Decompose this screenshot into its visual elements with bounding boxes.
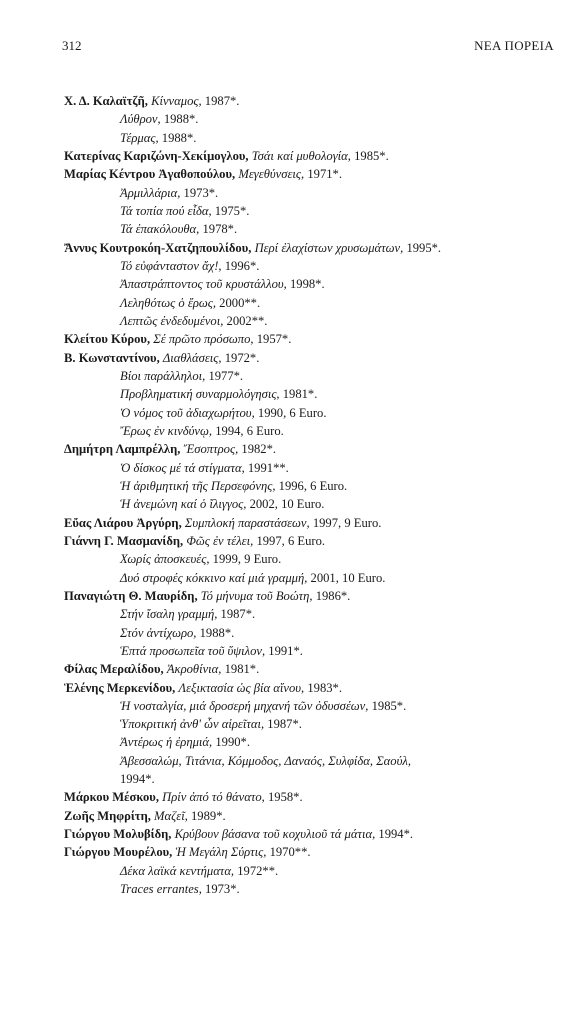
publication-detail: 1987*.	[204, 94, 240, 108]
publication-detail: 1986*.	[315, 588, 351, 603]
work-entry	[0, 257, 585, 275]
publication-detail: 1997, 9 Euro.	[312, 515, 382, 530]
publication-detail: 1996*.	[224, 258, 260, 273]
work-title: Χωρίς ἀποσκευές,	[120, 552, 210, 567]
work-entry	[0, 202, 585, 220]
work-title: Ὁ δίσκος μέ τά στίγματα,	[120, 460, 245, 475]
publication-detail: 1971*.	[307, 167, 342, 182]
work-title: Τά ἐπακόλουθα,	[120, 222, 200, 237]
work-entry	[0, 110, 585, 128]
work-title: Δυό στροφές κόκκινο καί μιά γραμμή,	[120, 570, 308, 585]
publication-detail: 1988*.	[161, 130, 197, 145]
work-entry	[0, 733, 585, 751]
publication-detail: 1978*.	[202, 222, 238, 237]
author-name: Ἄννυς Κουτροκόη-Χατζηπουλίδου,	[64, 240, 252, 255]
work-title: Ὑποκριτική ἀνθ' ὧν αἱρεῖται,	[120, 717, 265, 732]
publication-detail: 1990*.	[215, 735, 250, 750]
work-title: Βίοι παράλληλοι,	[120, 368, 206, 383]
work-entry	[0, 404, 585, 422]
work-title: Λεπτῶς ἐνδεδυμένοι,	[120, 313, 224, 328]
work-entry	[0, 129, 585, 147]
author-name: Γιώργου Μουρέλου,	[64, 845, 173, 860]
publication-detail: 1991**.	[247, 460, 289, 475]
author-name: Μάρκου Μέσκου,	[64, 790, 159, 805]
work-title: Traces errantes,	[120, 882, 202, 897]
publication-detail: 1981*.	[282, 387, 318, 402]
publication-detail: 2002, 10 Euro.	[249, 497, 325, 512]
author-name: Γιάννη Γ. Μασμανίδη,	[64, 533, 184, 548]
publication-detail: 1985*.	[371, 698, 407, 713]
page-header	[0, 38, 585, 58]
publication-detail: 1987*.	[220, 607, 256, 622]
author-name: Κλείτου Κύρου,	[64, 332, 151, 347]
work-entry	[0, 770, 585, 788]
work-entry	[0, 697, 585, 715]
work-title: Φῶς ἐν τέλει,	[186, 533, 254, 548]
work-title: Στόν ἀντίχωρο,	[120, 625, 197, 640]
publication-detail: 1994*.	[120, 772, 155, 787]
work-title: Μεγεθύνσεις,	[238, 167, 305, 182]
work-title: Ἔσοπτρος,	[183, 442, 239, 457]
publication-detail: 1985*.	[354, 148, 389, 163]
publication-detail: 1958*.	[267, 790, 303, 805]
work-entry	[0, 385, 585, 403]
work-title: Κίνναμος,	[151, 94, 202, 108]
work-entry	[0, 862, 585, 880]
publication-detail: 1973*.	[183, 185, 219, 200]
work-entry	[0, 294, 585, 312]
work-entry	[0, 550, 585, 568]
publication-detail: 1999, 9 Euro.	[212, 552, 282, 567]
work-entry	[0, 220, 585, 238]
work-entry	[0, 880, 585, 898]
author-entry	[0, 239, 585, 257]
work-entry	[0, 715, 585, 733]
work-title: Μαζεῖ,	[154, 808, 188, 823]
author-entry	[0, 788, 585, 806]
publication-detail: 1996, 6 Euro.	[278, 478, 348, 493]
work-title: Ἀπαστράπτοντος τοῦ κρυστάλλου,	[120, 277, 287, 292]
work-title: Ἔρως ἐν κινδύνῳ,	[120, 423, 213, 438]
work-entry	[0, 459, 585, 477]
author-name: Κατερίνας Καριζώνη-Χεκίμογλου,	[64, 148, 249, 163]
author-entry	[0, 532, 585, 550]
work-title: Ὁ νόμος τοῦ ἀδιαχωρήτου,	[120, 405, 255, 420]
author-name: Φίλας Μεραλίδου,	[64, 662, 164, 677]
publication-detail: 1957*.	[256, 332, 292, 347]
work-title: Κρύβουν βάσανα τοῦ κοχυλιοῦ τά μάτια,	[174, 827, 376, 842]
work-title: Δέκα λαϊκά κεντήματα,	[120, 863, 235, 878]
publication-detail: 1972**.	[237, 863, 279, 878]
author-entry	[0, 807, 585, 825]
publication-detail: 1982*.	[241, 442, 277, 457]
work-title: Στήν ἴσαλη γραμμή,	[120, 607, 218, 622]
publication-detail: 1983*.	[307, 680, 342, 695]
work-title: Ἀντέρως ἡ ἐρημιά,	[120, 735, 213, 750]
author-entry	[0, 330, 585, 348]
publication-detail: 1990, 6 Euro.	[257, 405, 327, 420]
author-entry	[0, 825, 585, 843]
publication-detail: 1972*.	[224, 350, 260, 365]
work-title: Τά τοπία πού εἶδα,	[120, 203, 212, 218]
publication-detail: 1994*.	[378, 827, 414, 842]
work-entry	[0, 477, 585, 495]
publication-detail: 1989*.	[191, 808, 226, 823]
publication-detail: 1987*.	[267, 717, 302, 732]
work-title: Πρίν ἀπό τό θάνατο,	[162, 790, 265, 805]
publication-detail: 1991*.	[268, 643, 303, 658]
work-entry	[0, 642, 585, 660]
work-title: Ἀβεσσαλώμ, Τιτάνια, Κόμμοδος, Δαναός, Συλφίδα, Σαούλ,	[120, 753, 411, 768]
work-entry	[0, 569, 585, 587]
author-name: Β. Κωνσταντίνου,	[64, 350, 160, 365]
work-entry	[0, 624, 585, 642]
author-entry	[0, 679, 585, 697]
work-entry	[0, 752, 585, 770]
running-title: ΝΕΑ ΠΟΡΕΙΑ	[474, 38, 554, 53]
author-name: Χ. Δ. Καλαϊτζῆ,	[64, 94, 148, 108]
publication-detail: 1973*.	[205, 882, 240, 897]
work-title: Τό μήνυμα τοῦ Βοώτη,	[200, 588, 313, 603]
author-name: Ζωῆς Μηφρίτη,	[64, 808, 151, 823]
author-entry	[0, 349, 585, 367]
work-title: Διαθλάσεις,	[162, 350, 222, 365]
publication-detail: 1977*.	[208, 368, 244, 383]
work-entry	[0, 495, 585, 513]
author-name: Ἑλένης Μερκενίδου,	[64, 680, 176, 695]
publication-detail: 1988*.	[163, 112, 199, 127]
author-name: Παναγιώτη Θ. Μαυρίδη,	[64, 588, 198, 603]
work-entry	[0, 275, 585, 293]
author-entry	[0, 147, 585, 165]
work-title: Ἀρμιλλάρια,	[120, 185, 181, 200]
author-entry	[0, 843, 585, 861]
work-title: Τό εὐφάνταστον ἄχ!,	[120, 258, 222, 273]
author-entry	[0, 587, 585, 605]
page-number: 312	[62, 38, 82, 53]
author-name: Εὔας Λιάρου Ἀργύρη,	[64, 515, 182, 530]
publication-detail: 1998*.	[289, 277, 325, 292]
work-entry	[0, 312, 585, 330]
publication-detail: 1997, 6 Euro.	[256, 533, 326, 548]
work-title: Τέρμας,	[120, 130, 159, 145]
publication-detail: 1995*.	[406, 240, 442, 255]
work-title: Ἡ ἀριθμητική τῆς Περσεφόνης,	[120, 478, 276, 493]
author-entry	[0, 660, 585, 678]
author-name: Μαρίας Κέντρου Ἀγαθοπούλου,	[64, 167, 236, 182]
work-entry	[0, 367, 585, 385]
publication-detail: 1970**.	[269, 845, 311, 860]
work-entry	[0, 184, 585, 202]
work-title: Λεληθότως ὁ ἔρως,	[120, 295, 217, 310]
publication-detail: 1975*.	[214, 203, 250, 218]
publication-detail: 2000**.	[219, 295, 261, 310]
publication-detail: 1981*.	[224, 662, 260, 677]
work-title: Λεξικτασία ὡς βία αἴνου,	[178, 680, 305, 695]
author-entry	[0, 514, 585, 532]
bibliography-list	[0, 92, 585, 898]
author-entry	[0, 440, 585, 458]
work-title: Ἡ Μεγάλη Σύρτις,	[175, 845, 267, 860]
work-title: Συμπλοκή παραστάσεων,	[184, 515, 310, 530]
work-entry	[0, 422, 585, 440]
work-title: Ἡ ἀνεμώνη καί ὁ ἴλιγγος,	[120, 497, 247, 512]
publication-detail: 2002**.	[226, 313, 268, 328]
author-name: Γιώργου Μολυβίδη,	[64, 827, 172, 842]
work-title: Προβληματική συναρμολόγησις,	[120, 387, 280, 402]
work-title: Τσάι καί μυθολογία,	[251, 148, 351, 163]
publication-detail: 1988*.	[199, 625, 235, 640]
publication-detail: 1994, 6 Euro.	[215, 423, 284, 438]
work-title: Ἡ νοσταλγία, μιά δροσερή μηχανή τῶν ὀδυσσέων,	[120, 698, 369, 713]
work-title: Ἑπτά προσωπεῖα τοῦ ὕψιλον,	[120, 643, 266, 658]
author-entry	[0, 92, 585, 110]
publication-detail: 2001, 10 Euro.	[310, 570, 386, 585]
author-name: Δημήτρη Λαμπρέλλη,	[64, 442, 181, 457]
author-entry	[0, 165, 585, 183]
work-title: Περί ἐλαχίστων χρυσωμάτων,	[254, 240, 404, 255]
work-title: Σέ πρῶτο πρόσωπο,	[153, 332, 254, 347]
work-title: Λύθρον,	[120, 112, 161, 127]
work-title: Ἀκροθίνια,	[166, 662, 222, 677]
work-entry	[0, 605, 585, 623]
